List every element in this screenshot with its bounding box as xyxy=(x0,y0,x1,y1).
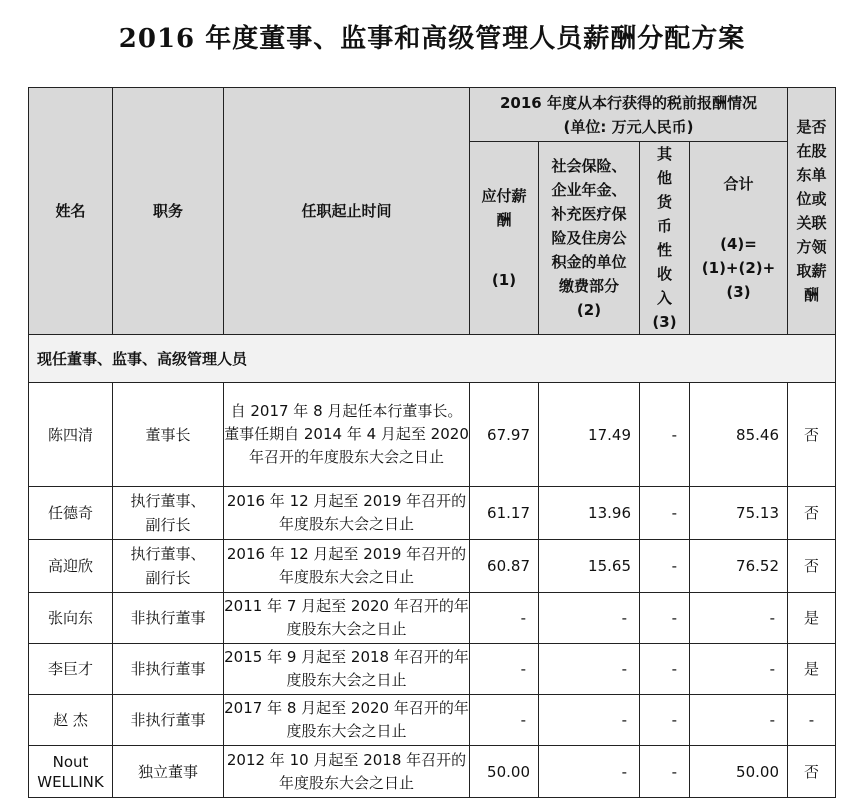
cell-social: 13.96 xyxy=(539,487,640,540)
table-row xyxy=(29,746,836,798)
header-related: 是否在股东单位或关联方领取薪酬 xyxy=(788,88,836,335)
cell-term: 自 2017 年 8 月起任本行董事长。董事任期自 2014 年 4 月起至 2020 年召开的年度股东大会之日止 xyxy=(224,383,470,487)
header-social xyxy=(539,142,640,335)
header-payable xyxy=(470,142,539,335)
header-compensation-group xyxy=(470,88,788,142)
header-social-label: 社会保险、企业年金、补充医疗保险及住房公积金的单位缴费部分 xyxy=(551,157,627,295)
header-other-idx: (3) xyxy=(652,313,677,331)
cell-term: 2012 年 10 月起至 2018 年召开的年度股东大会之日止 xyxy=(224,746,470,798)
header-other xyxy=(640,142,690,335)
cell-payable: - xyxy=(470,593,539,644)
header-term: 任职起止时间 xyxy=(224,88,470,335)
cell-term: 2015 年 9 月起至 2018 年召开的年度股东大会之日止 xyxy=(224,644,470,695)
cell-related: - xyxy=(788,695,836,746)
cell-term: 2016 年 12 月起至 2019 年召开的年度股东大会之日止 xyxy=(224,540,470,593)
cell-related: 否 xyxy=(788,487,836,540)
header-payable-idx: (1) xyxy=(491,271,517,289)
cell-other: - xyxy=(640,593,690,644)
cell-related: 是 xyxy=(788,644,836,695)
compensation-table xyxy=(28,87,836,798)
cell-payable: 60.87 xyxy=(470,540,539,593)
cell-name: 张向东 xyxy=(29,593,113,644)
cell-name: 李巨才 xyxy=(29,644,113,695)
cell-other: - xyxy=(640,487,690,540)
header-total-label: 合计 xyxy=(723,175,754,193)
cell-related: 否 xyxy=(788,540,836,593)
cell-position: 独立董事 xyxy=(113,746,224,798)
table-row xyxy=(29,540,836,593)
cell-social: - xyxy=(539,695,640,746)
cell-social: - xyxy=(539,644,640,695)
cell-payable: - xyxy=(470,695,539,746)
cell-term: 2016 年 12 月起至 2019 年召开的年度股东大会之日止 xyxy=(224,487,470,540)
table-row xyxy=(29,593,836,644)
cell-total: - xyxy=(690,593,788,644)
cell-social: - xyxy=(539,746,640,798)
cell-payable: 67.97 xyxy=(470,383,539,487)
cell-related: 否 xyxy=(788,383,836,487)
cell-payable: 50.00 xyxy=(470,746,539,798)
cell-position: 非执行董事 xyxy=(113,644,224,695)
cell-payable: - xyxy=(470,644,539,695)
table-row xyxy=(29,644,836,695)
table-row xyxy=(29,695,836,746)
cell-other: - xyxy=(640,695,690,746)
cell-social: 15.65 xyxy=(539,540,640,593)
cell-total: - xyxy=(690,644,788,695)
cell-total: 76.52 xyxy=(690,540,788,593)
cell-total: 85.46 xyxy=(690,383,788,487)
cell-name: Nout WELLINK xyxy=(29,746,113,798)
cell-payable: 61.17 xyxy=(470,487,539,540)
cell-social: 17.49 xyxy=(539,383,640,487)
cell-position: 非执行董事 xyxy=(113,593,224,644)
cell-name: 赵 杰 xyxy=(29,695,113,746)
cell-position: 非执行董事 xyxy=(113,695,224,746)
header-payable-label: 应付薪酬 xyxy=(481,187,527,229)
cell-related: 否 xyxy=(788,746,836,798)
cell-position: 董事长 xyxy=(113,383,224,487)
header-social-idx: (2) xyxy=(576,301,602,319)
cell-name: 高迎欣 xyxy=(29,540,113,593)
header-total-formula-2: (1)+(2)+(3) xyxy=(701,259,776,301)
table-row xyxy=(29,487,836,540)
cell-other: - xyxy=(640,746,690,798)
cell-related: 是 xyxy=(788,593,836,644)
cell-total: 50.00 xyxy=(690,746,788,798)
cell-other: - xyxy=(640,644,690,695)
page-title: 2016 年度董事、监事和高级管理人员薪酬分配方案 xyxy=(118,24,746,54)
section-title: 现任董事、监事、高级管理人员 xyxy=(29,335,836,383)
cell-position: 执行董事、副行长 xyxy=(113,540,224,593)
cell-name: 任德奇 xyxy=(29,487,113,540)
cell-name: 陈四清 xyxy=(29,383,113,487)
header-other-label: 其他货币性收入 xyxy=(656,145,672,307)
header-total-formula-1: (4)= xyxy=(720,235,757,253)
cell-other: - xyxy=(640,540,690,593)
cell-term: 2011 年 7 月起至 2020 年召开的年度股东大会之日止 xyxy=(224,593,470,644)
cell-social: - xyxy=(539,593,640,644)
header-name: 姓名 xyxy=(29,88,113,335)
table-row xyxy=(29,383,836,487)
cell-total: - xyxy=(690,695,788,746)
header-group-line2: (单位: 万元人民币) xyxy=(563,117,694,136)
cell-other: - xyxy=(640,383,690,487)
cell-term: 2017 年 8 月起至 2020 年召开的年度股东大会之日止 xyxy=(224,695,470,746)
header-position: 职务 xyxy=(113,88,224,335)
header-group-line1: 2016 年度从本行获得的税前报酬情况 xyxy=(500,93,757,112)
cell-total: 75.13 xyxy=(690,487,788,540)
header-total xyxy=(690,142,788,335)
cell-position: 执行董事、副行长 xyxy=(113,487,224,540)
